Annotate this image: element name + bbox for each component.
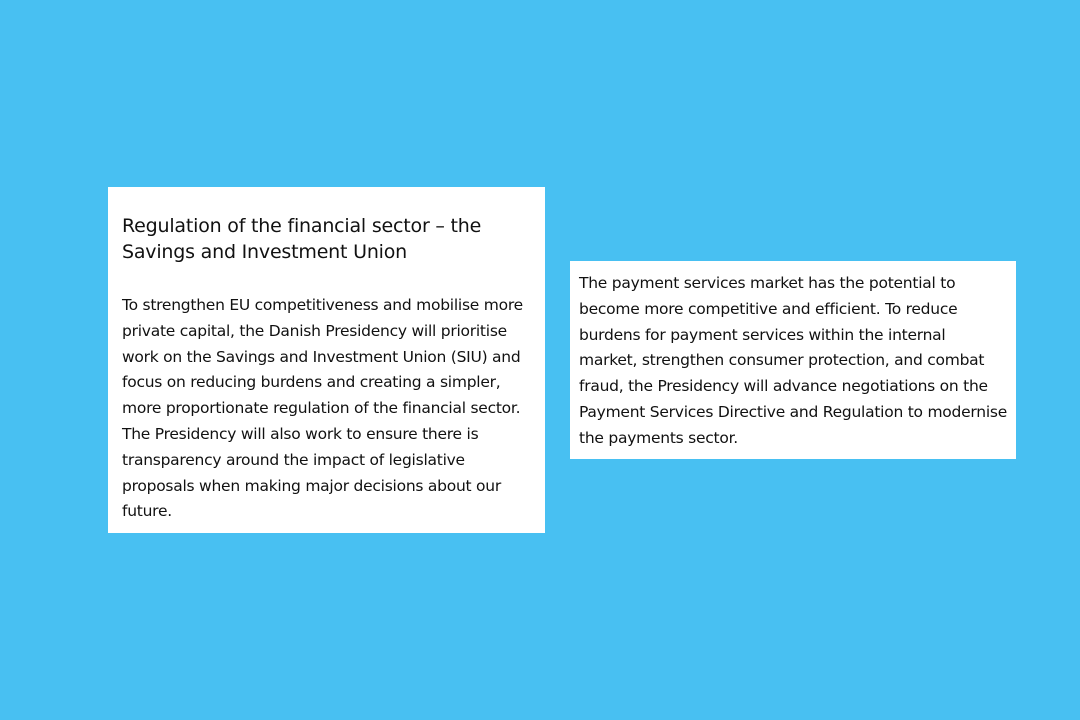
siu-card bbox=[108, 187, 545, 533]
payment-services-card-body: The payment services market has the potential to become more competitive and efficient. To reduce burdens for payment services within the internal market, strengthen consumer protection, and combat fraud, the Presidency will advance negotiations on the Payment Services Directive and Regulation to modernise the payments sector. bbox=[579, 274, 1007, 447]
siu-card-body: To strengthen EU competitiveness and mobilise more private capital, the Danish Presidency will prioritise work on the Savings and Investment Union (SIU) and focus on reducing burdens and creating a simpler, more proportionate regulation of the financial sector. The Presidency will also work to ensure there is transparency around the impact of legislative proposals when making major decisions about our future. bbox=[122, 296, 523, 521]
payment-services-card bbox=[570, 261, 1016, 459]
siu-card-title: Regulation of the financial sector – the Savings and Investment Union bbox=[122, 215, 482, 263]
